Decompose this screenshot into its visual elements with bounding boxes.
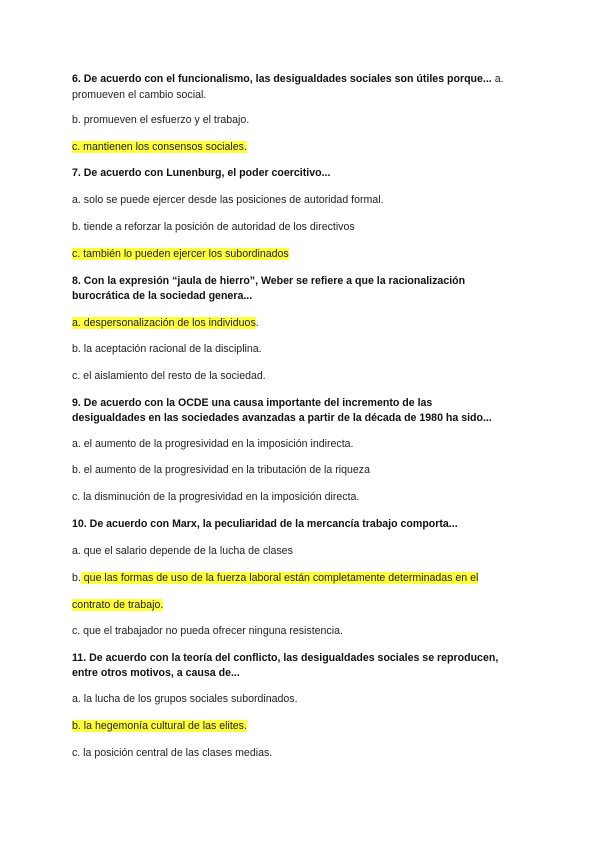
question-6-text: 6. De acuerdo con el funcionalismo, las desigualdades sociales son útiles porque...: [72, 73, 492, 85]
question-7-option-a: a. solo se puede ejercer desde las posiciones de autoridad formal.: [72, 194, 384, 206]
question-8-option-b: b. la aceptación racional de la disciplina.: [72, 343, 262, 355]
question-8-text-line-1: 8. Con la expresión “jaula de hierro”, Weber se refiere a que la racionalización: [72, 275, 466, 287]
question-9-option-b: b. el aumento de la progresividad en la tributación de la riqueza: [72, 464, 370, 476]
question-7-option-b: b. tiende a reforzar la posición de autoridad de los directivos: [72, 221, 355, 233]
question-9-option-a: a. el aumento de la progresividad en la imposición indirecta.: [72, 438, 354, 450]
question-11-option-a: a. la lucha de los grupos sociales subordinados.: [72, 693, 298, 705]
question-8-option-c: c. el aislamiento del resto de la sociedad.: [72, 370, 266, 382]
question-6-option-a: promueven el cambio social.: [72, 89, 207, 101]
question-10-text: 10. De acuerdo con Marx, la peculiaridad de la mercancía trabajo comporta...: [72, 518, 458, 530]
question-6-option-b: b. promueven el esfuerzo y el trabajo.: [72, 114, 250, 126]
question-10-option-a: a. que el salario depende de la lucha de clases: [72, 545, 293, 557]
question-11-text-line-1: 11. De acuerdo con la teoría del conflicto, las desigualdades sociales se reproducen,: [72, 652, 499, 664]
question-6-option-a-start: a.: [491, 73, 504, 85]
question-10-option-b-answer: que las formas de uso de la fuerza laboral están completamente determinadas en el: [80, 572, 479, 584]
question-7-text: 7. De acuerdo con Lunenburg, el poder coercitivo...: [72, 167, 331, 179]
question-10-option-b-answer-cont: contrato de trabajo.: [72, 599, 164, 611]
question-10-option-b-letter: b.: [72, 572, 81, 584]
question-6-line: [72, 73, 504, 86]
question-9-text-line-2: desigualdades en las sociedades avanzadas a partir de la década de 1980 ha sido...: [72, 412, 492, 424]
question-9-option-c: c. la disminución de la progresividad en la imposición directa.: [72, 491, 360, 503]
question-11-option-c: c. la posición central de las clases medias.: [72, 747, 273, 759]
question-11-text-line-2: entre otros motivos, a causa de...: [72, 667, 240, 679]
question-8-option-a-period: .: [255, 317, 259, 329]
question-11-option-b-answer: b. la hegemonía cultural de las elites.: [72, 720, 247, 732]
question-8-option-a-answer: a. despersonalización de los individuos: [72, 317, 256, 329]
question-9-text-line-1: 9. De acuerdo con la OCDE una causa importante del incremento de las: [72, 397, 433, 409]
question-7-option-c-answer: c. también lo pueden ejercer los subordinados: [72, 248, 289, 260]
question-6-option-c-answer: c. mantienen los consensos sociales.: [72, 141, 247, 153]
question-10-option-c: c. que el trabajador no pueda ofrecer ninguna resistencia.: [72, 625, 343, 637]
question-8-text-line-2: burocrática de la sociedad genera...: [72, 290, 253, 302]
